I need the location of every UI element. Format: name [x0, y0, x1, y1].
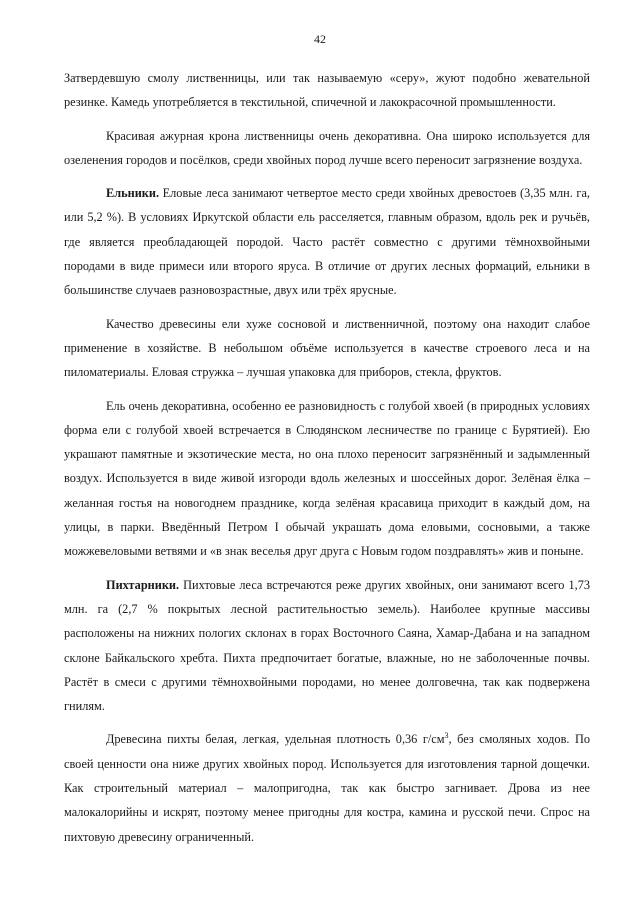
paragraph-larch-crown — [64, 124, 590, 173]
paragraph-text: Красивая ажурная крона лиственницы очень декоративна. Она широко используется для озеленения городов и посёлков, среди хвойных пород лучше всего переносит загрязнение воздуха. — [64, 128, 590, 167]
paragraph-text: Затвердевшую смолу лиственницы, или так называемую «серу», жуют подобно жевательной резинке. Камедь употребляется в текстильной, спичечной и лакокрасочной промышленности. — [64, 71, 590, 110]
section-term: Пихтарники. — [106, 577, 180, 592]
paragraph-text: Качество древесины ели хуже сосновой и лиственничной, поэтому она находит слабое применение в хозяйстве. В небольшом объёме используется в качестве строевого леса и на пиломатериалы. Еловая стружка – лучшая упаковка для приборов, стекла, фруктов. — [64, 316, 590, 380]
paragraph-spruce-decorative — [64, 394, 590, 564]
paragraph-text: Древесина пихты белая, легкая, удельная плотность 0,36 г/см — [106, 732, 445, 747]
paragraph-text: Еловые леса занимают четвертое место среди хвойных древостоев (3,35 млн. га, или 5,2 %). В условиях Иркутской области ель расселяется, главным образом, вдоль рек и ручьёв, где является преобладающей породой. Часто растёт совместно с другими тёмнохвойными породами в виде примеси или второго яруса. В отличие от других лесных формаций, ельники в большинстве случаев разновозрастные, двух или трёх ярусные. — [64, 186, 590, 298]
section-term: Ельники. — [106, 186, 160, 201]
paragraph-spruce-wood — [64, 312, 590, 385]
paragraph-text: Ель очень декоративна, особенно ее разновидность с голубой хвоей (в природных условиях форма ели с голубой хвоей встречается в Слюдянском лесничестве по границе с Бурятией). Ею украшают памятные и экзотические места, но она плохо переносит загрязнённый и задымленный воздух. Используется в виде живой изгороди вдоль железных и шоссейных дорог. Зелёная ёлка – желанная гостья на новогоднем празднике, когда зелёная красавица приходит в каждый дом, на улицы, в парки. Введённый Петром I обычай украшать дома еловыми, сосновыми, а также можжевеловыми ветвями и «в знак веселья друг друга с Новым годом поздравлять» жив и поныне. — [64, 398, 590, 559]
paragraph-spruce-forests — [64, 181, 590, 302]
page-number: 42 — [314, 32, 326, 46]
superscript-exponent: 3 — [444, 731, 449, 741]
paragraph-text: , без смоляных ходов. По своей ценности она ниже других хвойных пород. Используется для изготовления тарной дощечки. Как строительный материал – малопригодна, так как быстро загнивает. Дрова из нее малокалорийны и искрят, поэтому менее пригодны для костра, камина и русской печи. Спрос на пихтовую древесину ограниченный. — [64, 732, 590, 844]
paragraph-resin — [64, 66, 590, 115]
paragraph-fir-forests — [64, 573, 590, 719]
paragraph-fir-wood — [64, 727, 590, 848]
page-body — [64, 66, 590, 849]
paragraph-text: Пихтовые леса встречаются реже других хвойных, они занимают всего 1,73 млн. га (2,7 % покрытых лесной растительностью земель). Наиболее крупные массивы расположены на нижних пологих склонах в горах Восточного Саяна, Хамар-Дабана и на западном склоне Байкальского хребта. Пихта предпочитает богатые, влажные, но не заболоченные почвы. Растёт в смеси с другими тёмнохвойными породами, но менее долговечна, так как подвержена гнилям. — [64, 577, 590, 714]
